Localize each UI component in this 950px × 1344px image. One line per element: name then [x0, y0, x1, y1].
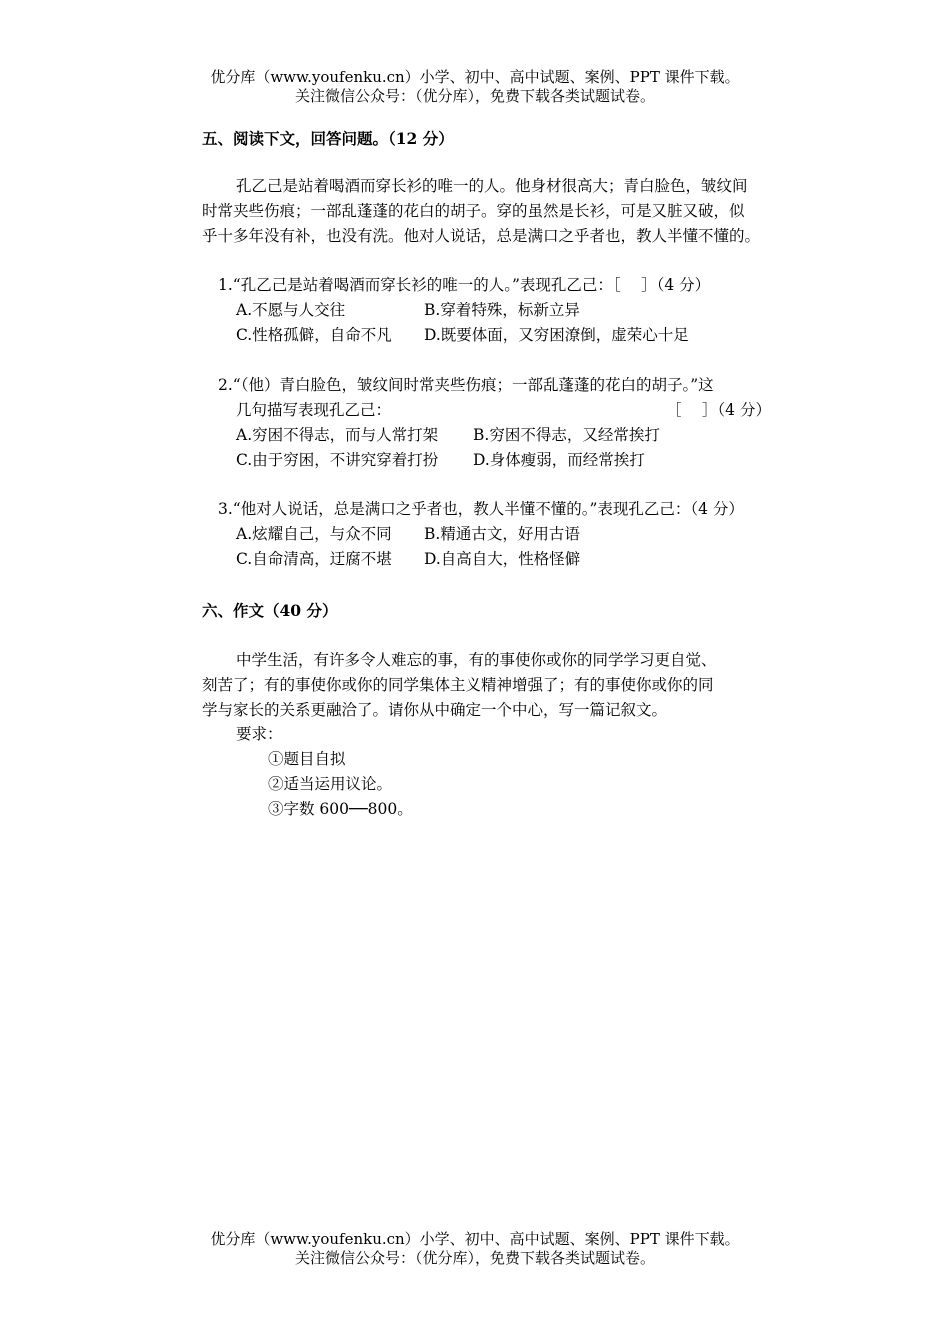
q1-option-d: D.既要体面，又穷困潦倒，虚荣心十足 — [424, 326, 689, 344]
q1-stem: 1.“孔乙己是站着喝酒而穿长衫的唯一的人。”表现孔乙己：［ ］（4 分） — [218, 276, 711, 294]
passage-line-1: 孔乙己是站着喝酒而穿长衫的唯一的人。他身材很高大；青白脸色，皱纹间 — [236, 177, 748, 195]
section6-title: 六、作文（40 分） — [202, 601, 338, 620]
requirements-label: 要求： — [236, 725, 283, 743]
q3-option-c: C.自命清高，迂腐不堪 — [236, 550, 392, 568]
header-line-2: 关注微信公众号：（优分库），免费下载各类试题试卷。 — [294, 87, 655, 105]
prompt-line-2: 刻苦了；有的事使你或你的同学集体主义精神增强了；有的事使你或你的同 — [202, 676, 714, 694]
q3-option-b: B.精通古文，好用古语 — [424, 525, 580, 543]
passage-line-2: 时常夹些伤痕；一部乱蓬蓬的花白的胡子。穿的虽然是长衫，可是又脏又破，似 — [202, 202, 745, 220]
q2-stem-2: 几句描写表现孔乙己： — [236, 401, 392, 419]
q2-option-a: A.穷困不得志，而与人常打架 — [236, 426, 439, 444]
requirement-2: ②适当运用议论。 — [268, 775, 393, 793]
requirement-1: ①题目自拟 — [268, 750, 346, 768]
q1-option-b: B.穿着特殊，标新立异 — [424, 301, 580, 319]
prompt-line-3: 学与家长的关系更融洽了。请你从中确定一个中心，写一篇记叙文。 — [202, 701, 668, 719]
q3-option-a: A.炫耀自己，与众不同 — [236, 525, 392, 543]
q2-bracket: ［ ］（4 分） — [666, 401, 771, 419]
header-line-1: 优分库（www.youfenku.cn）小学、初中、高中试题、案例、PPT 课件下载。 — [210, 68, 740, 86]
requirement-3: ③字数 600──800。 — [268, 800, 413, 818]
q1-option-c: C.性格孤僻，自命不凡 — [236, 326, 392, 344]
section5-title: 五、阅读下文，回答问题。（12 分） — [202, 129, 454, 148]
footer-line-2: 关注微信公众号：（优分库），免费下载各类试题试卷。 — [294, 1249, 655, 1267]
q1-option-a: A.不愿与人交往 — [236, 301, 346, 319]
q3-option-d: D.自高自大，性格怪僻 — [424, 550, 581, 568]
q2-option-b: B.穷困不得志，又经常挨打 — [473, 426, 660, 444]
q2-option-d: D.身体瘦弱，而经常挨打 — [473, 451, 645, 469]
q3-stem: 3.“他对人说话，总是满口之乎者也，教人半懂不懂的。”表现孔乙己：（4 分） — [218, 500, 744, 518]
passage-line-3: 乎十多年没有补，也没有洗。他对人说话，总是满口之乎者也，教人半懂不懂的。 — [202, 227, 761, 245]
q2-stem: 2.“（他）青白脸色，皱纹间时常夹些伤痕；一部乱蓬蓬的花白的胡子。”这 — [218, 376, 714, 394]
prompt-line-1: 中学生活，有许多令人难忘的事，有的事使你或你的同学学习更自觉、 — [236, 651, 717, 669]
footer-line-1: 优分库（www.youfenku.cn）小学、初中、高中试题、案例、PPT 课件下载。 — [210, 1230, 740, 1248]
q2-option-c: C.由于穷困，不讲究穿着打扮 — [236, 451, 439, 469]
